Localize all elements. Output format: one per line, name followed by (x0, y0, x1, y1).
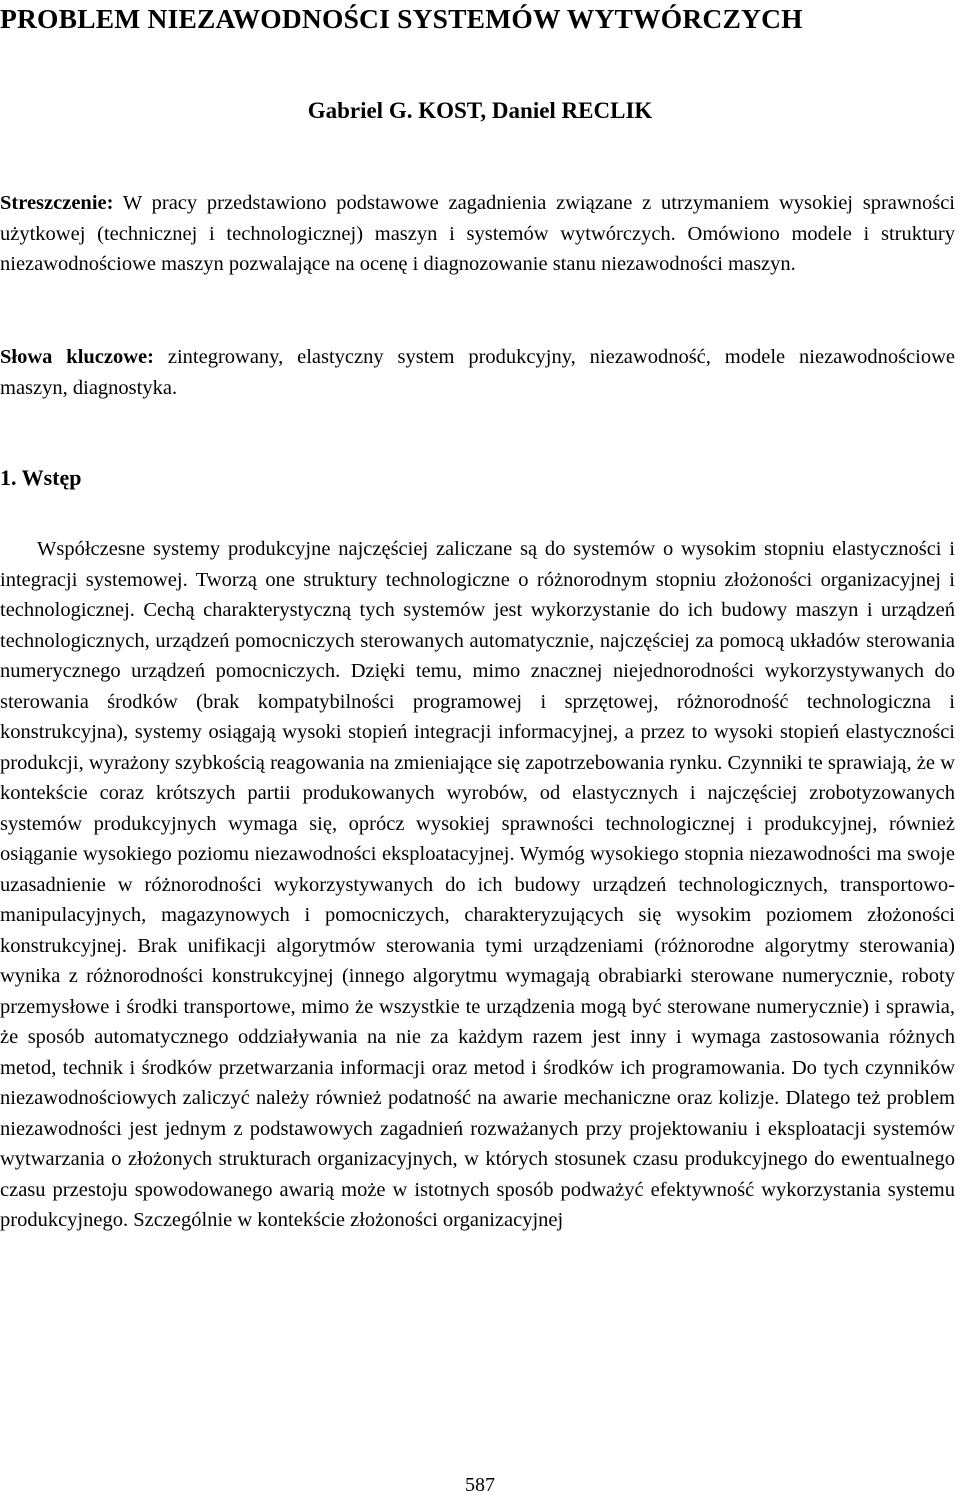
keywords (0, 342, 955, 403)
section-heading: 1. Wstęp (0, 465, 82, 490)
abstract-label: Streszczenie: (0, 192, 114, 214)
paper-authors: Gabriel G. KOST, Daniel RECLIK (307, 98, 653, 123)
section-body-paragraph: Współczesne systemy produkcyjne najczęściej zaliczane są do systemów o wysokim stopniu elastyczności i integracji systemowej. Tworzą one struktury technologiczne o różnorodnym stopniu złożoności organizacyjnej i technologicznej. Cechą charakterystyczną tych systemów jest wykorzystanie do ich budowy maszyn i urządzeń technologicznych, urządzeń pomocniczych sterowanych automatycznie, najczęściej za pomocą układów sterowania numerycznego urządzeń pomocniczych. Dzięki temu, mimo znacznej niejednorodności wykorzystywanych do sterowania środków (brak kompatybilności programowej i sprzętowej, różnorodność technologiczna i konstrukcyjna), systemy osiągają wysoki stopień integracji informacyjnej, a przez to wysoki stopień elastyczności produkcji, wyrażony szybkością reagowania na zmieniające się zapotrzebowania rynku. Czynniki te sprawiają, że w kontekście coraz krótszych partii produkowanych wyrobów, od elastycznych i najczęściej zrobotyzowanych systemów produkcyjnych wymaga się, oprócz wysokiej sprawności technologicznej i produkcyjnej, również osiąganie wysokiego poziomu niezawodności eksploatacyjnej. Wymóg wysokiego stopnia niezawodności ma swoje uzasadnienie w różnorodności wykorzystywanych do ich budowy urządzeń technologicznych, transportowo-manipulacyjnych, magazynowych i pomocniczych, charakteryzujących się wysokim poziomem złożoności konstrukcyjnej. Brak unifikacji algorytmów sterowania tymi urządzeniami (różnorodne algorytmy sterowania) wynika z różnorodności konstrukcyjnej (innego algorytmu wymagają obrabiarki sterowane numerycznie, roboty przemysłowe i środki transportowe, mimo że wszystkie te urządzenia mogą być sterowane numerycznie) i sprawia, że sposób automatycznego oddziaływania na nie za każdym razem jest inny i wymaga zastosowania różnych metod, technik i środków przetwarzania informacji oraz metod i środków ich programowania. Do tych czynników niezawodnościowych zaliczyć należy również podatność na awarie mechaniczne oraz kolizje. Dlatego też problem niezawodności jest jednym z podstawowych zagadnień rozważanych przy projektowaniu i eksploatacji systemów wytwarzania o złożonych strukturach organizacyjnych, w których stosunek czasu produkcyjnego do ewentualnego czasu przestoju spowodowanego awarią może w istotnych sposób podważyć efektywność wykorzystania systemu produkcyjnego. Szczególnie w kontekście złożoności organizacyjnej (0, 538, 955, 1231)
keywords-text: zintegrowany, elastyczny system produkcyjny, niezawodność, modele niezawodnościowe maszyn, diagnostyka. (0, 346, 955, 399)
abstract-text: W pracy przedstawiono podstawowe zagadnienia związane z utrzymaniem wysokiej sprawności użytkowej (technicznej i technologicznej) maszyn i systemów wytwórczych. Omówiono modele i struktury niezawodnościowe maszyn pozwalające na ocenę i diagnozowanie stanu niezawodności maszyn. (0, 192, 955, 275)
keywords-label: Słowa kluczowe: (0, 346, 154, 368)
page-number: 587 (465, 1474, 495, 1496)
abstract (0, 188, 955, 280)
paper-title: PROBLEM NIEZAWODNOŚCI SYSTEMÓW WYTWÓRCZYCH (0, 3, 803, 34)
